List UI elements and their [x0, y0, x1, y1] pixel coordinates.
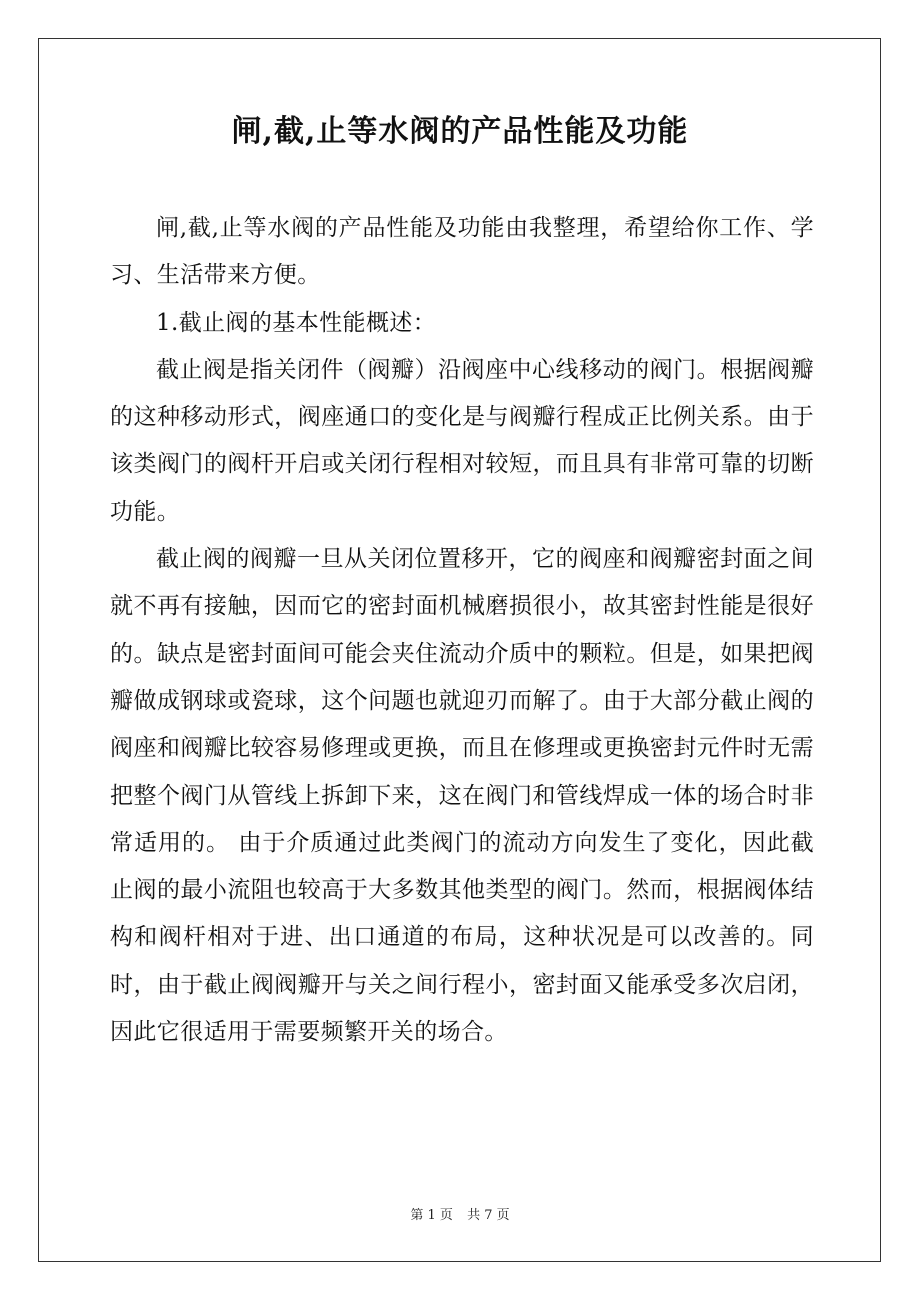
paragraph-section-heading: 1.截止阀的基本性能概述： — [156, 309, 437, 336]
paragraph-intro: 闸,截,止等水阀的产品性能及功能由我整理，希望给你工作、学习、生活带来方便。 — [110, 215, 814, 289]
page-total: 共 7 页 — [467, 1208, 510, 1223]
paragraph-details: 截止阀的阀瓣一旦从关闭位置移开，它的阀座和阀瓣密封面之间就不再有接触，因而它的密封面机械磨损很小，故其密封性能是很好的。缺点是密封面间可能会夹住流动介质中的颗粒。但是，如果把阀瓣做成钢球或瓷球，这个问题也就迎刃而解了。由于大部分截止阀的阀座和阀瓣比较容易修理或更换，而且在修理或更换密封元件时无需把整个阀门从管线上拆卸下来，这在阀门和管线焊成一体的场合时非常适用的。 由于介质通过此类阀门的流动方向发生了变化，因此截止阀的最小流阻也较高于大多数其他类型的阀门。然而，根据阀体结构和阀杆相对于进、出口通道的布局，这种状况是可以改善的。同时，由于截止阀阀瓣开与关之间行程小，密封面又能承受多次启闭，因此它很适用于需要频繁开关的场合。 — [110, 546, 814, 1046]
page-footer — [0, 1204, 920, 1223]
paragraph-definition: 截止阀是指关闭件（阀瓣）沿阀座中心线移动的阀门。根据阀瓣的这种移动形式，阀座通口的变化是与阀瓣行程成正比例关系。由于该类阀门的阀杆开启或关闭行程相对较短，而且具有非常可靠的切断功能。 — [110, 356, 814, 525]
document-title: 闸,截,止等水阀的产品性能及功能 — [231, 114, 689, 149]
document-body — [110, 205, 814, 1056]
page-number: 第 1 页 — [410, 1208, 453, 1223]
